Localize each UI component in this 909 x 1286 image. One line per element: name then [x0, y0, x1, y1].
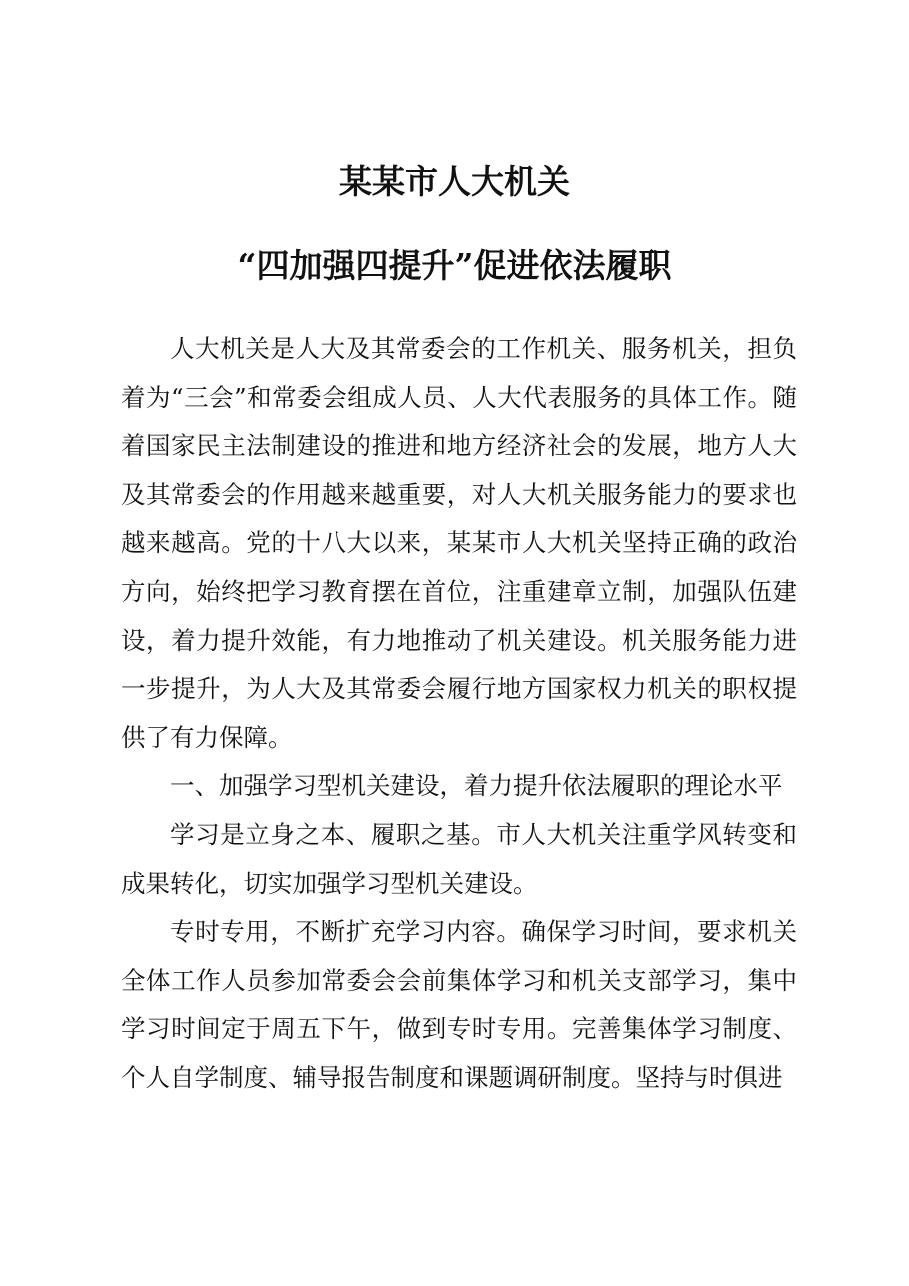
paragraph-intro: 人大机关是人大及其常委会的工作机关、服务机关，担负着为“三会”和常委会组成人员、人大代表服务的具体工作。随着国家民主法制建设的推进和地方经济社会的发展，地方人大及其常委会的作用越来越重要，对人大机关服务能力的要求也越来越高。党的十八大以来，某某市人大机关坚持正确的政治方向，始终把学习教育摆在首位，注重建章立制，加强队伍建设，着力提升效能，有力地推动了机关建设。机关服务能力进一步提升，为人大及其常委会履行地方国家权力机关的职权提供了有力保障。 — [121, 334, 797, 752]
paragraph-learning: 学习是立身之本、履职之基。市人大机关注重学风转变和成果转化，切实加强学习型机关建设。 — [121, 819, 797, 898]
paragraph-time: 专时专用，不断扩充学习内容。确保学习时间，要求机关全体工作人员参加常委会会前集体学习和机关支部学习，集中学习时间定于周五下午，做到专时专用。完善集体学习制度、个人自学制度、辅导报告制度和课题调研制度。坚持与时俱进 — [121, 917, 797, 1092]
document-body — [121, 325, 797, 1103]
document-title: 某某市人大机关 — [339, 162, 570, 201]
section-heading: 一、加强学习型机关建设，着力提升依法履职的理论水平 — [170, 771, 783, 801]
document-subtitle: “四加强四提升”促进依法履职 — [237, 246, 672, 285]
